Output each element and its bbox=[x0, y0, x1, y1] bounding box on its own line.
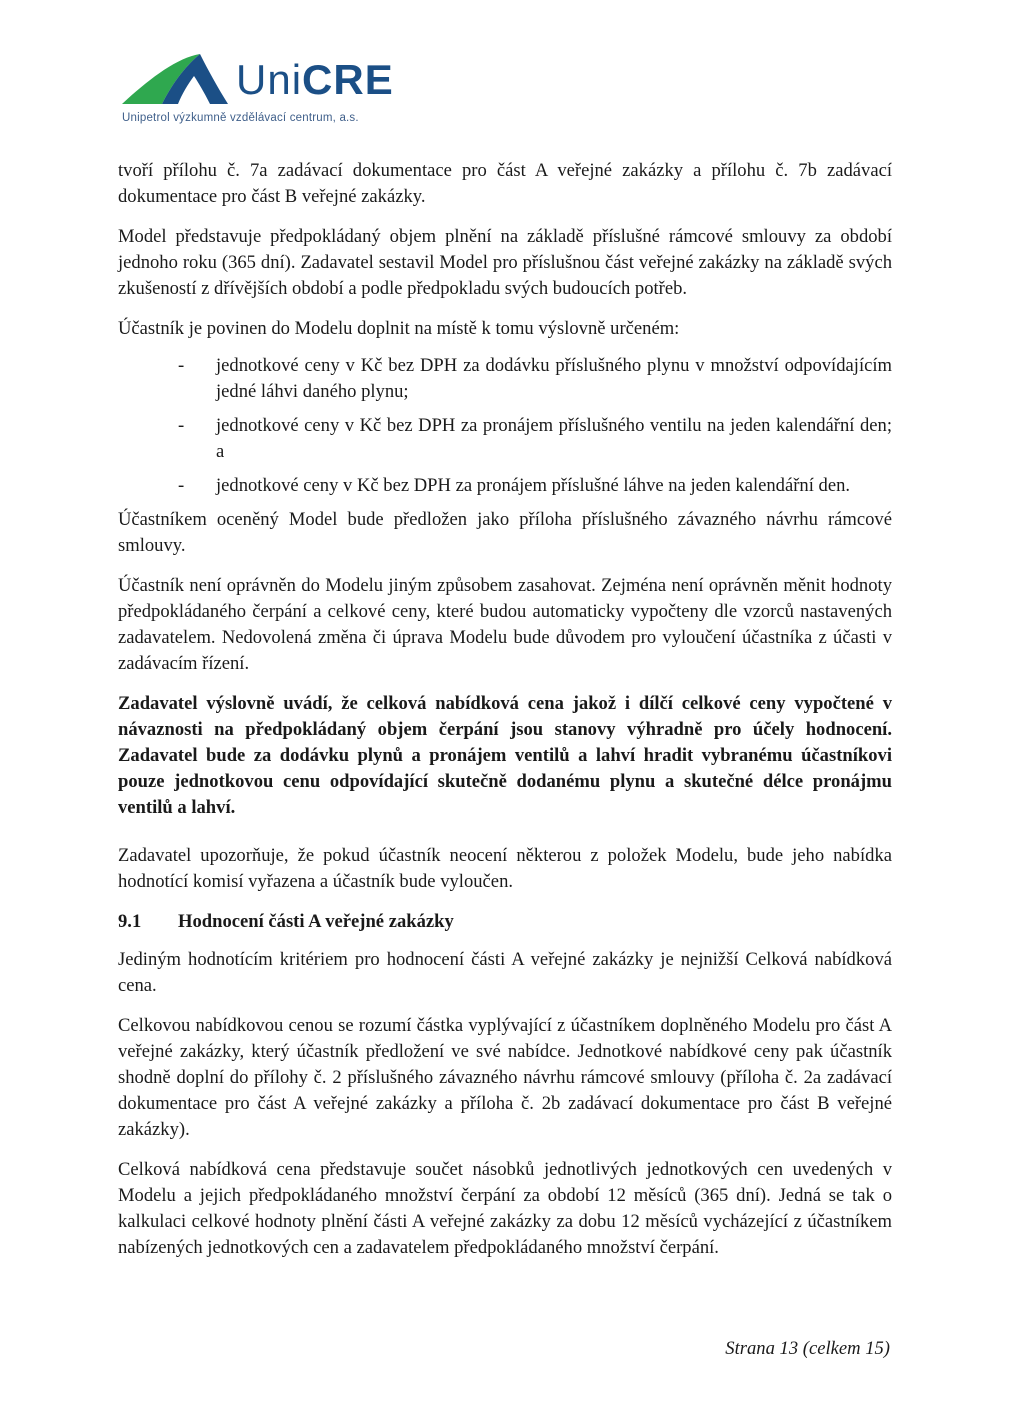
paragraph: Účastníkem oceněný Model bude předložen jako příloha příslušného závazného návrhu rámcové smlouvy. bbox=[118, 509, 892, 556]
paragraph: Celková nabídková cena představuje součet násobků jednotlivých jednotkových cen uvedených v Modelu a jejich předpokládaného množství čerpání za období 12 měsíců (365 dní). Jedná se tak o kalkulaci celkové hodnoty plnění části A veřejné zakázky za dobu 12 měsíců vycházející z účastníkem nabízených jednotkových cen a zadavatelem předpokládaného množství čerpání. bbox=[118, 1159, 892, 1258]
paragraph: Jediným hodnotícím kritériem pro hodnocení části A veřejné zakázky je nejnižší Celková nabídková cena. bbox=[118, 949, 892, 996]
list-item: - jednotkové ceny v Kč bez DPH za pronájem příslušné láhve na jeden kalendářní den. bbox=[178, 475, 851, 496]
paragraph: Celkovou nabídkovou cenou se rozumí částka vyplývající z účastníkem doplněného Modelu pro část A veřejné zakázky, který účastník předložení ve své nabídce. Jednotkové nabídkové ceny pak účastník shodně doplní do přílohy č. 2 příslušného závazného návrhu rámcové smlouvy (příloha č. 2a zadávací dokumentace pro část A veřejné zakázky a příloha č. 2b zadávací dokumentace pro část B veřejné zakázky). bbox=[118, 1015, 892, 1140]
brand-tagline: Unipetrol výzkumně vzdělávací centrum, a.s. bbox=[122, 112, 359, 124]
unicre-logo-icon bbox=[118, 50, 230, 106]
paragraph: Účastník je povinen do Modelu doplnit na místě k tomu výslovně určeném: bbox=[118, 318, 680, 339]
letterhead bbox=[118, 42, 438, 132]
list-item-text: jednotkové ceny v Kč bez DPH za pronájem příslušné láhve na jeden kalendářní den. bbox=[216, 475, 851, 496]
paragraph: Model představuje předpokládaný objem plnění na základě příslušné rámcové smlouvy za období jednoho roku (365 dní). Zadavatel sestavil Model pro příslušnou část veřejné zakázky na základě svých zkušeností z dřívějších období a podle předpokladu svých budoucích potřeb. bbox=[118, 226, 892, 299]
section-number: 9.1 bbox=[118, 911, 142, 932]
requirement-list bbox=[118, 353, 892, 499]
list-item: - jednotkové ceny v Kč bez DPH za pronájem příslušného ventilu na jeden kalendářní den; a bbox=[178, 415, 892, 462]
document-body bbox=[118, 158, 892, 1275]
section-heading bbox=[118, 909, 892, 935]
brand-name bbox=[236, 56, 394, 104]
paragraph: tvoří přílohu č. 7a zadávací dokumentace pro část A veřejné zakázky a přílohu č. 7b zadávací dokumentace pro část B veřejné zakázky. bbox=[118, 160, 892, 207]
paragraph: Zadavatel upozorňuje, že pokud účastník neocení některou z položek Modelu, bude jeho nabídka hodnotící komisí vyřazena a účastník bude vyloučen. bbox=[118, 845, 892, 892]
bold-paragraph: Zadavatel výslovně uvádí, že celková nabídková cena jakož i dílčí celkové ceny vypočtené v návaznosti na předpokládaný objem čerpání jsou stanovy výhradně pro účely hodnocení. Zadavatel bude za dodávku plynů a pronájem ventilů a lahví hradit vybranému účastníkovi pouze jednotkovou cenu odpovídající skutečně dodanému plynu a skutečné délce pronájmu ventilů a lahví. bbox=[118, 693, 892, 818]
page-number: Strana 13 (celkem 15) bbox=[725, 1338, 890, 1359]
section-title: Hodnocení části A veřejné zakázky bbox=[178, 911, 454, 932]
list-item-text: jednotkové ceny v Kč bez DPH za pronájem příslušného ventilu na jeden kalendářní den; a bbox=[216, 415, 892, 462]
brand-suffix: CRE bbox=[302, 56, 394, 103]
brand-prefix: Uni bbox=[236, 56, 303, 103]
list-item: - jednotkové ceny v Kč bez DPH za dodávku příslušného plynu v množství odpovídajícím jedné láhvi daného plynu; bbox=[178, 355, 892, 402]
paragraph: Účastník není oprávněn do Modelu jiným způsobem zasahovat. Zejména není oprávněn měnit hodnoty předpokládaného čerpání a celkové ceny, které budou automaticky vypočteny dle vzorců nastavených zadavatelem. Nedovolená změna či úprava Modelu bude důvodem pro vyloučení účastníka z účasti v zadávacím řízení. bbox=[118, 575, 892, 674]
list-item-text: jednotkové ceny v Kč bez DPH za dodávku příslušného plynu v množství odpovídajícím jedné láhvi daného plynu; bbox=[216, 355, 892, 402]
